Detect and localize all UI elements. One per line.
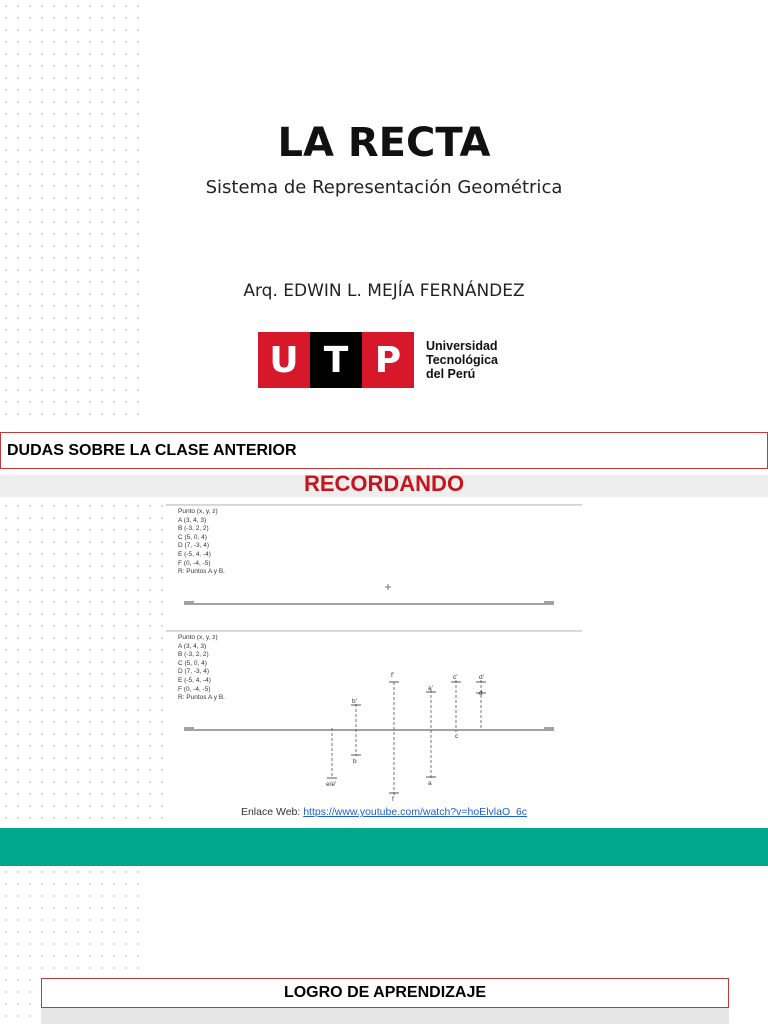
web-link[interactable]: https://www.youtube.com/watch?v=hoElvlaO_6c [303, 806, 528, 818]
review-slide [0, 432, 768, 828]
label-d: d [479, 690, 483, 697]
point-item: C (5, 0, 4) [178, 533, 207, 541]
logo-letter-u: U [258, 332, 310, 388]
point-item: A (3, 4, 3) [178, 642, 207, 650]
logo-line: del Perú [426, 367, 476, 381]
logo-letter-p: P [362, 332, 414, 388]
empty-projection-diagram [166, 506, 582, 632]
slide-subtitle: Sistema de Representación Geométrica [205, 177, 563, 198]
point-item: D (7, -3, 4) [178, 668, 210, 676]
slide-divider-band [0, 828, 768, 866]
point-item: F (0, -4, -5) [178, 685, 211, 693]
label-c: c [455, 733, 459, 740]
utp-logo [258, 332, 498, 388]
point-item: D (7, -3, 4) [178, 542, 210, 550]
label-f-prime: f' [391, 672, 395, 679]
logo-university-name [426, 339, 498, 381]
label-c-prime: c' [453, 674, 458, 681]
web-link-label: Enlace Web: [240, 806, 301, 818]
slide-title: LA RECTA [277, 120, 491, 166]
logo-letter-t: T [310, 332, 362, 388]
point-labels [326, 672, 484, 803]
point-item: E (-5, 4, -4) [178, 676, 211, 684]
point-item: B (-3, 2, 2) [178, 525, 209, 533]
label-d-prime: d' [479, 674, 484, 681]
point-answer: R: Puntos A y B. [178, 568, 225, 576]
label-f: f [392, 796, 394, 803]
logo-line: Universidad [426, 339, 498, 353]
point-item: F (0, -4, -5) [178, 559, 211, 567]
label-b: b [353, 758, 357, 765]
learning-goal-slide [0, 866, 768, 1024]
learning-goal-band [41, 1008, 729, 1024]
label-b-prime: b' [352, 698, 357, 705]
section-title: RECORDANDO [303, 471, 465, 496]
point-item: C (5, 0, 4) [178, 659, 207, 667]
point-list-header: Punto (x, y, z) [178, 508, 218, 515]
exercise-panel-1 [166, 506, 582, 632]
web-link-row [0, 806, 768, 818]
point-list-header: Punto (x, y, z) [178, 634, 218, 641]
point-answer: R: Puntos A y B. [178, 694, 225, 702]
label-a: a [428, 780, 432, 787]
exercise-panel-2 [166, 632, 582, 804]
dot-pattern [0, 476, 170, 828]
logo-line: Tecnológica [426, 353, 499, 367]
label-e: e/e' [326, 781, 337, 788]
title-slide [0, 0, 768, 420]
point-ticks [327, 682, 486, 793]
learning-goal-heading: LOGRO DE APRENDIZAJE [41, 978, 729, 1008]
point-item: A (3, 4, 3) [178, 516, 207, 524]
label-a-prime: a' [428, 685, 433, 692]
author-name: Arq. EDWIN L. MEJÍA FERNÁNDEZ [243, 281, 525, 301]
point-item: B (-3, 2, 2) [178, 651, 209, 659]
doubts-heading: DUDAS SOBRE LA CLASE ANTERIOR [0, 432, 768, 469]
dot-pattern [0, 0, 140, 420]
solved-projection-diagram [166, 632, 582, 804]
point-item: E (-5, 4, -4) [178, 550, 211, 558]
